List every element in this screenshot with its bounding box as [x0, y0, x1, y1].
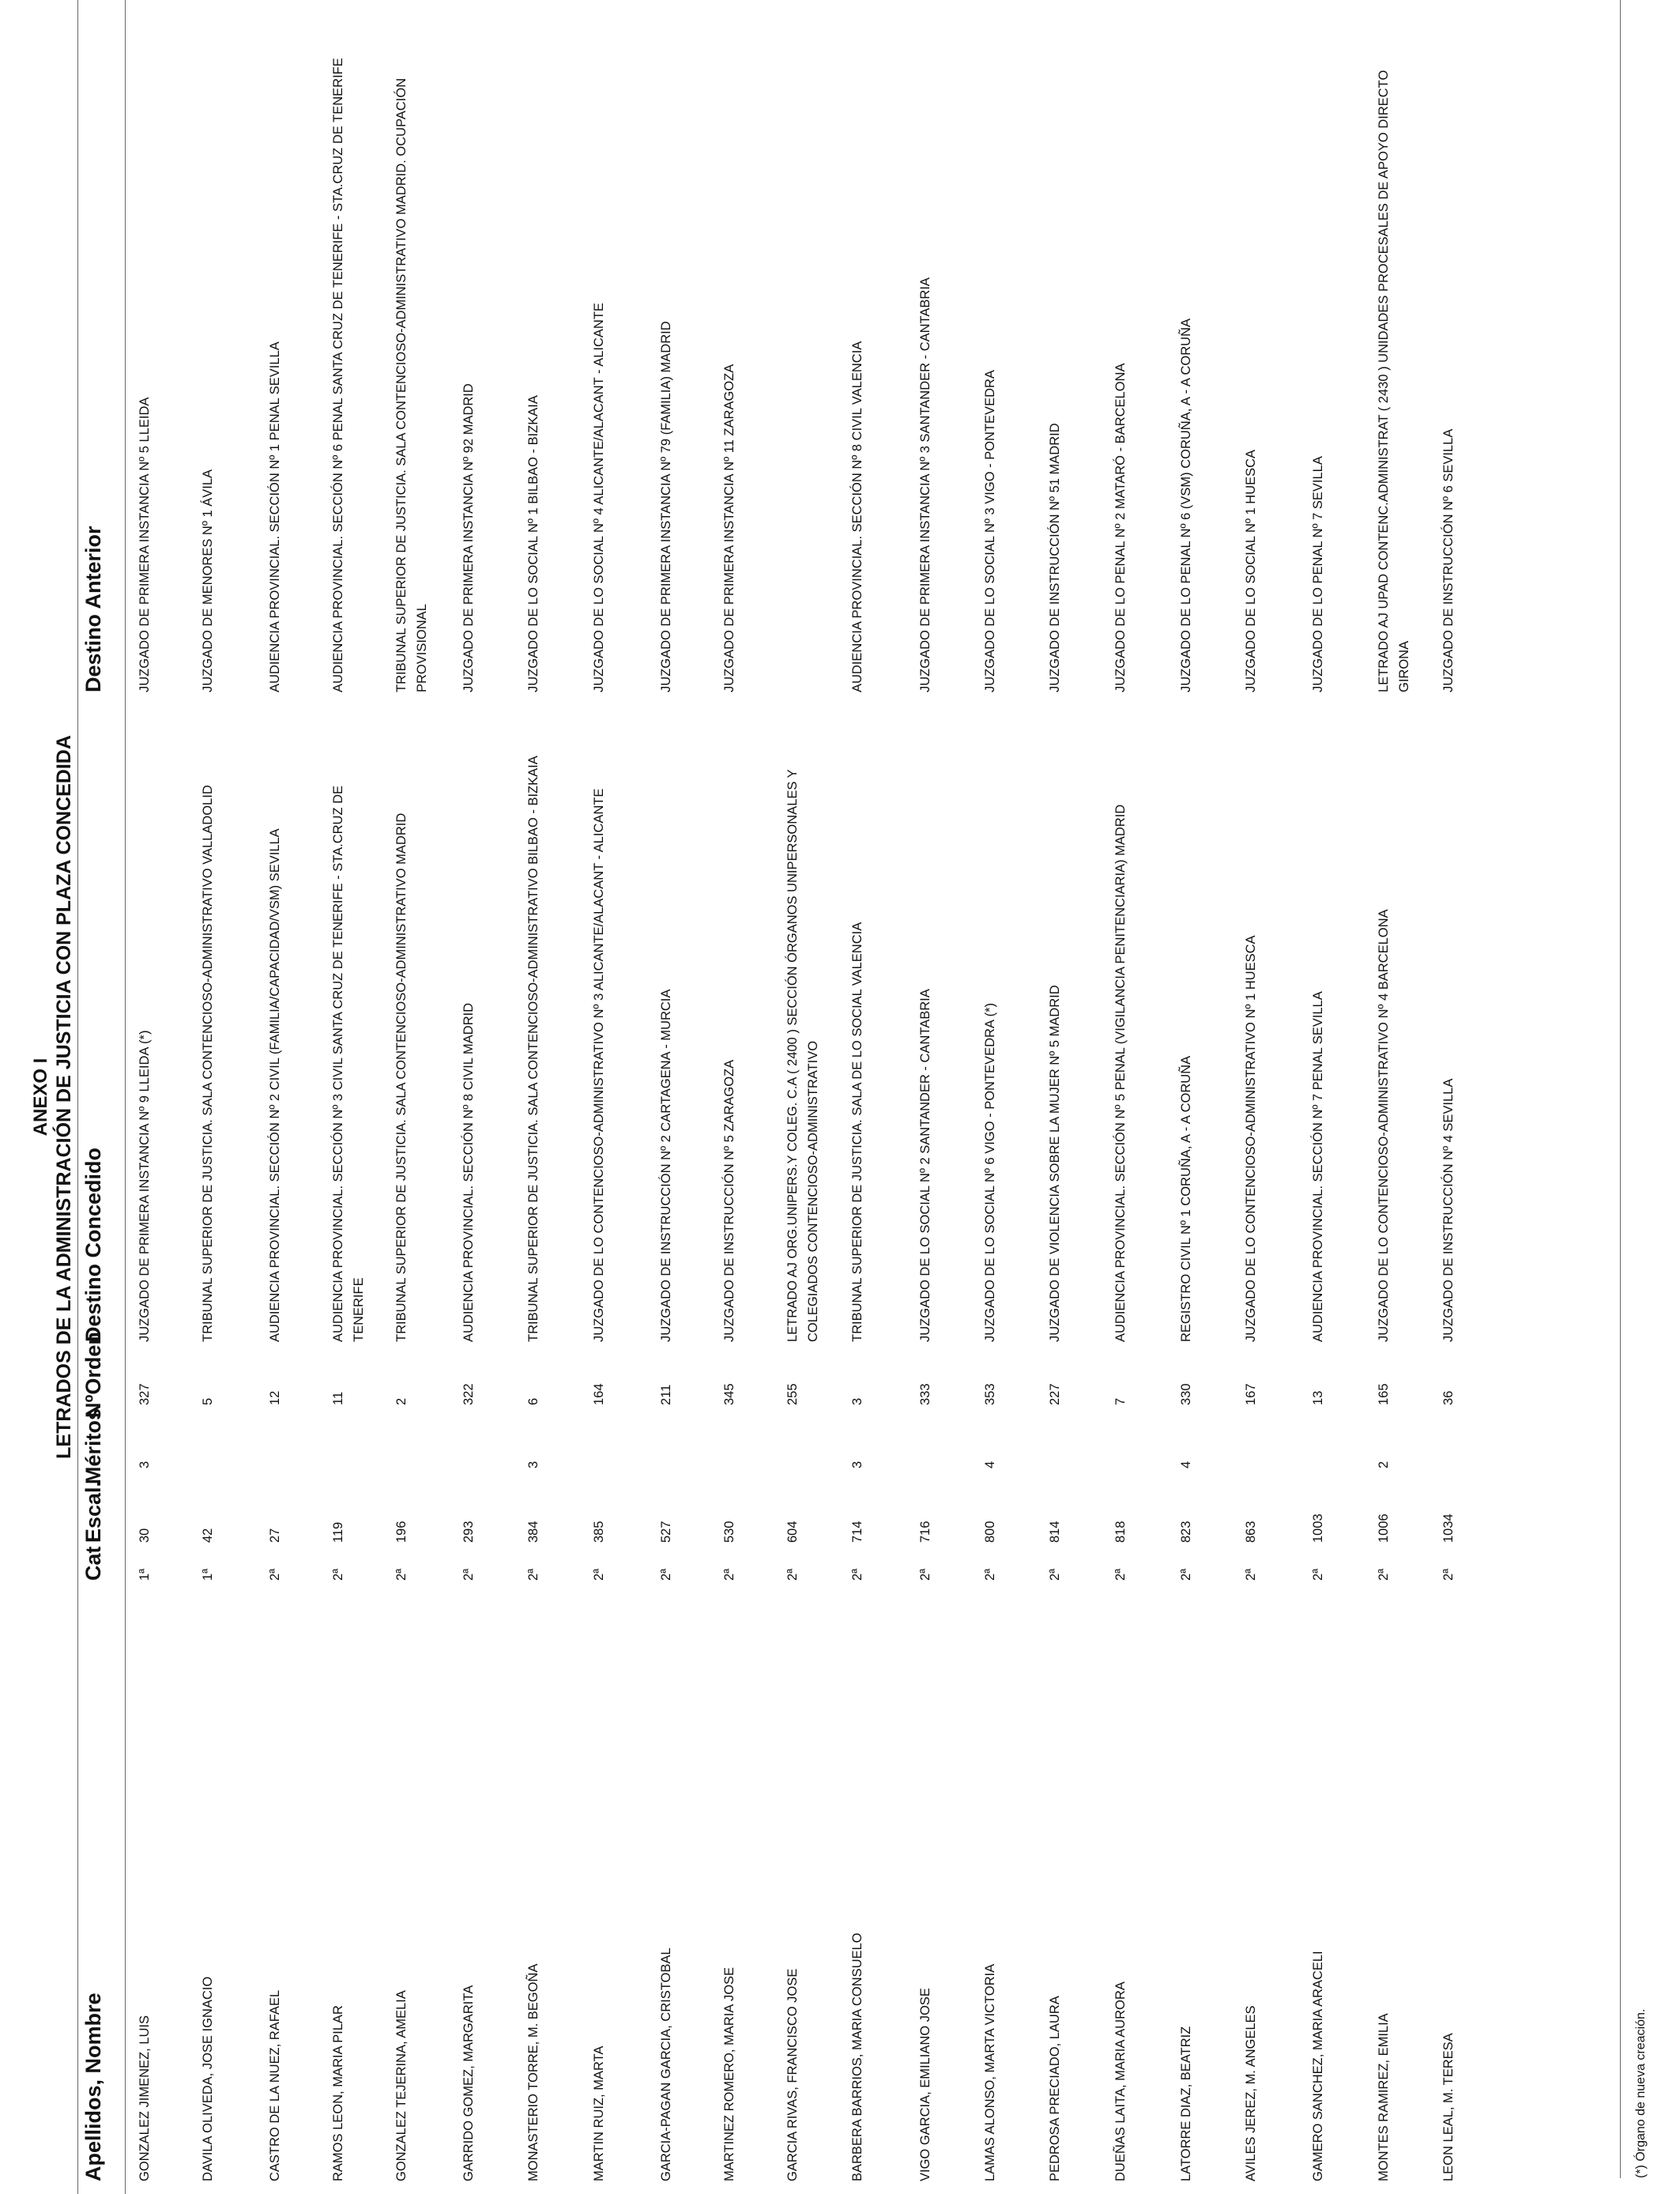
- cell-destino: JUZGADO DE LO CONTENCIOSO-ADMINISTRATIVO Nº 4 BARCELONA: [1377, 909, 1391, 1342]
- cell-orden: 6: [526, 1397, 541, 1405]
- cell-destino: JUZGADO DE INSTRUCCIÓN Nº 4 SEVILLA: [1441, 1078, 1456, 1342]
- cell-escal: 823: [1179, 1521, 1193, 1543]
- cell-name: GARCIA-PAGAN GARCIA, CRISTOBAL: [659, 1947, 673, 2181]
- column-header-meritos: Méritos: [81, 1408, 105, 1484]
- table-header: [81, 0, 113, 2194]
- cell-name: LEON LEAL, M. TERESA: [1441, 2033, 1456, 2181]
- column-header-anterior: Destino Anterior: [81, 526, 105, 692]
- cell-orden: 165: [1377, 1383, 1391, 1405]
- cell-anterior: TRIBUNAL SUPERIOR DE JUSTICIA. SALA CONTENCIOSO-ADMINISTRATIVO MADRID. OCUPACIÓN PROVISIONAL: [394, 77, 429, 692]
- document-title: LETRADOS DE LA ADMINISTRACIÓN DE JUSTICIA CON PLAZA CONCEDIDA: [53, 735, 75, 1459]
- cell-anterior: JUZGADO DE LO SOCIAL Nº 1 HUESCA: [1244, 449, 1258, 692]
- cell-meritos: 4: [983, 1461, 997, 1468]
- cell-escal: 1034: [1441, 1514, 1456, 1543]
- cell-anterior: AUDIENCIA PROVINCIAL. SECCIÓN Nº 1 PENAL SEVILLA: [268, 341, 282, 692]
- cell-orden: 327: [137, 1383, 152, 1405]
- table-bottom-rule: [1620, 0, 1621, 2178]
- cell-cat: 2ª: [461, 1568, 476, 1581]
- cell-escal: 1006: [1377, 1514, 1391, 1543]
- column-header-destino: Destino Concedido: [81, 1147, 105, 1342]
- cell-orden: 164: [592, 1383, 606, 1405]
- cell-cat: 2ª: [1048, 1568, 1062, 1581]
- cell-cat: 2ª: [918, 1568, 932, 1581]
- annex-label: ANEXO I: [30, 1057, 51, 1137]
- cell-destino: AUDIENCIA PROVINCIAL. SECCIÓN Nº 3 CIVIL SANTA CRUZ DE TENERIFE - STA.CRUZ DE TENERIFE: [331, 785, 366, 1342]
- cell-orden: 3: [850, 1397, 864, 1405]
- cell-cat: 2ª: [592, 1568, 606, 1581]
- cell-destino: JUZGADO DE VIOLENCIA SOBRE LA MUJER Nº 5 MADRID: [1048, 985, 1062, 1342]
- cell-name: GARRIDO GOMEZ, MARGARITA: [461, 1985, 476, 2181]
- cell-name: MONASTERIO TORRE, M. BEGOÑA: [526, 1963, 541, 2181]
- cell-escal: 384: [526, 1521, 541, 1543]
- cell-destino: JUZGADO DE INSTRUCCIÓN Nº 2 CARTAGENA - MURCIA: [659, 989, 673, 1342]
- cell-name: LATORRE DIAZ, BEATRIZ: [1179, 2026, 1193, 2181]
- cell-escal: 604: [785, 1521, 800, 1543]
- cell-anterior: JUZGADO DE PRIMERA INSTANCIA Nº 92 MADRID: [461, 383, 476, 692]
- cell-escal: 385: [592, 1521, 606, 1543]
- cell-destino: REGISTRO CIVIL Nº 1 CORUÑA, A - A CORUÑA: [1179, 1055, 1193, 1342]
- cell-cat: 1ª: [201, 1568, 215, 1581]
- column-header-name: Apellidos, Nombre: [81, 1992, 105, 2181]
- cell-destino: AUDIENCIA PROVINCIAL. SECCIÓN Nº 7 PENAL SEVILLA: [1311, 991, 1325, 1342]
- cell-cat: 2ª: [1244, 1568, 1258, 1581]
- cell-escal: 818: [1113, 1521, 1128, 1543]
- cell-orden: 2: [394, 1397, 409, 1405]
- cell-escal: 42: [201, 1528, 215, 1543]
- cell-escal: 293: [461, 1521, 476, 1543]
- cell-destino: JUZGADO DE LO SOCIAL Nº 2 SANTANDER - CANTABRIA: [918, 989, 932, 1342]
- cell-cat: 2ª: [1311, 1568, 1325, 1581]
- cell-anterior: JUZGADO DE PRIMERA INSTANCIA Nº 3 SANTANDER - CANTABRIA: [918, 277, 932, 692]
- column-header-escal: Escal.: [81, 1480, 105, 1543]
- cell-name: VIGO GARCIA, EMILIANO JOSE: [918, 1988, 932, 2181]
- header-top-rule: [77, 0, 78, 2194]
- cell-name: DAVILA OLIVEDA, JOSE IGNACIO: [201, 1976, 215, 2181]
- cell-cat: 2ª: [1113, 1568, 1128, 1581]
- cell-orden: 12: [268, 1390, 282, 1405]
- cell-anterior: JUZGADO DE MENORES Nº 1 ÁVILA: [201, 469, 215, 692]
- cell-name: CASTRO DE LA NUEZ, RAFAEL: [268, 1989, 282, 2181]
- cell-cat: 2ª: [394, 1568, 409, 1581]
- cell-orden: 5: [201, 1397, 215, 1405]
- cell-orden: 227: [1048, 1383, 1062, 1405]
- cell-destino: TRIBUNAL SUPERIOR DE JUSTICIA. SALA CONTENCIOSO-ADMINISTRATIVO VALLADOLID: [201, 785, 215, 1342]
- cell-anterior: JUZGADO DE LO SOCIAL Nº 4 ALICANTE/ALACANT - ALICANTE: [592, 303, 606, 692]
- cell-orden: 11: [331, 1391, 345, 1405]
- column-header-orden: NºOrden: [81, 1332, 105, 1418]
- cell-escal: 1003: [1311, 1514, 1325, 1543]
- cell-cat: 2ª: [1377, 1568, 1391, 1581]
- cell-destino: JUZGADO DE LO CONTENCIOSO-ADMINISTRATIVO Nº 1 HUESCA: [1244, 935, 1258, 1342]
- cell-escal: 196: [394, 1521, 409, 1543]
- cell-orden: 255: [785, 1383, 800, 1405]
- cell-orden: 7: [1113, 1397, 1128, 1405]
- cell-anterior: JUZGADO DE PRIMERA INSTANCIA Nº 5 LLEIDA: [137, 397, 152, 692]
- cell-orden: 345: [722, 1383, 736, 1405]
- cell-anterior: JUZGADO DE INSTRUCCIÓN Nº 6 SEVILLA: [1441, 428, 1456, 692]
- cell-name: GONZALEZ JIMENEZ, LUIS: [137, 2015, 152, 2181]
- cell-orden: 330: [1179, 1383, 1193, 1405]
- cell-anterior: JUZGADO DE LO SOCIAL Nº 3 VIGO - PONTEVEDRA: [983, 370, 997, 692]
- cell-orden: 322: [461, 1383, 476, 1405]
- cell-escal: 27: [268, 1528, 282, 1543]
- cell-escal: 716: [918, 1521, 932, 1543]
- cell-cat: 2ª: [526, 1568, 541, 1581]
- document-header: [30, 0, 76, 2194]
- cell-meritos: 4: [1179, 1461, 1193, 1468]
- cell-anterior: JUZGADO DE LO PENAL Nº 2 MATARÓ - BARCELONA: [1113, 363, 1128, 692]
- cell-cat: 2ª: [983, 1568, 997, 1581]
- cell-escal: 863: [1244, 1521, 1258, 1543]
- cell-orden: 353: [983, 1383, 997, 1405]
- cell-name: GONZALEZ TEJERINA, AMELIA: [394, 1990, 409, 2181]
- column-header-cat: Cat: [81, 1546, 105, 1581]
- cell-name: BARBERA BARRIOS, MARIA CONSUELO: [850, 1932, 864, 2181]
- cell-cat: 2ª: [1441, 1568, 1456, 1581]
- cell-cat: 2ª: [722, 1568, 736, 1581]
- cell-anterior: JUZGADO DE LO SOCIAL Nº 1 BILBAO - BIZKAIA: [526, 395, 541, 692]
- cell-cat: 2ª: [659, 1568, 673, 1581]
- cell-meritos: 3: [850, 1461, 864, 1468]
- cell-anterior: AUDIENCIA PROVINCIAL. SECCIÓN Nº 8 CIVIL VALENCIA: [850, 341, 864, 692]
- cell-cat: 2ª: [268, 1568, 282, 1581]
- cell-name: MONTES RAMIREZ, EMILIA: [1377, 2013, 1391, 2181]
- cell-name: GAMERO SANCHEZ, MARIA ARACELI: [1311, 1951, 1325, 2181]
- cell-destino: TRIBUNAL SUPERIOR DE JUSTICIA. SALA CONTENCIOSO-ADMINISTRATIVO MADRID: [394, 812, 409, 1342]
- cell-name: GARCIA RIVAS, FRANCISCO JOSE: [785, 1968, 800, 2181]
- cell-cat: 2ª: [1179, 1568, 1193, 1581]
- cell-name: PEDROSA PRECIADO, LAURA: [1048, 1996, 1062, 2181]
- cell-anterior: JUZGADO DE PRIMERA INSTANCIA Nº 11 ZARAGOZA: [722, 364, 736, 692]
- cell-destino: AUDIENCIA PROVINCIAL. SECCIÓN Nº 8 CIVIL MADRID: [461, 1003, 476, 1342]
- cell-destino: JUZGADO DE LO CONTENCIOSO-ADMINISTRATIVO Nº 3 ALICANTE/ALACANT - ALICANTE: [592, 788, 606, 1342]
- cell-orden: 13: [1311, 1390, 1325, 1405]
- header-bottom-rule: [125, 0, 126, 2194]
- cell-cat: 2ª: [850, 1568, 864, 1581]
- cell-escal: 119: [331, 1521, 345, 1543]
- cell-destino: JUZGADO DE PRIMERA INSTANCIA Nº 9 LLEIDA (*): [137, 1030, 152, 1342]
- cell-escal: 814: [1048, 1521, 1062, 1543]
- cell-orden: 36: [1441, 1390, 1456, 1405]
- cell-name: RAMOS LEON, MARIA PILAR: [331, 2005, 345, 2181]
- cell-destino: JUZGADO DE INSTRUCCIÓN Nº 5 ZARAGOZA: [722, 1059, 736, 1342]
- cell-name: DUEÑAS LAITA, MARIA AURORA: [1113, 1981, 1128, 2181]
- cell-anterior: JUZGADO DE PRIMERA INSTANCIA Nº 79 (FAMILIA) MADRID: [659, 321, 673, 692]
- cell-destino: LETRADO AJ ORG.UNIPERS.Y COLEG. C.A ( 2400 ) SECCIÓN ÓRGANOS UNIPERSONALES Y COLEGIADOS CONTENCIOSO-ADMINISTRATIVO: [785, 769, 820, 1342]
- cell-escal: 30: [137, 1528, 152, 1543]
- cell-meritos: 2: [1377, 1461, 1391, 1468]
- cell-anterior: LETRADO AJ UPAD CONTENC.ADMINISTRAT ( 2430 ) UNIDADES PROCESALES DE APOYO DIRECTO GIRONA: [1377, 70, 1411, 692]
- cell-destino: TRIBUNAL SUPERIOR DE JUSTICIA. SALA DE LO SOCIAL VALENCIA: [850, 922, 864, 1342]
- cell-escal: 530: [722, 1521, 736, 1543]
- cell-cat: 1ª: [137, 1568, 152, 1581]
- cell-name: AVILES JEREZ, M. ANGELES: [1244, 2005, 1258, 2181]
- footnote: (*) Órgano de nueva creación.: [1634, 2008, 1648, 2178]
- cell-orden: 333: [918, 1383, 932, 1405]
- cell-name: MARTINEZ ROMERO, MARIA JOSE: [722, 1966, 736, 2181]
- cell-escal: 527: [659, 1521, 673, 1543]
- cell-destino: AUDIENCIA PROVINCIAL. SECCIÓN Nº 2 CIVIL (FAMILIA/CAPACIDAD/VSM) SEVILLA: [268, 828, 282, 1342]
- cell-destino: AUDIENCIA PROVINCIAL. SECCIÓN Nº 5 PENAL (VIGILANCIA PENITENCIARIA) MADRID: [1113, 804, 1128, 1342]
- cell-escal: 714: [850, 1521, 864, 1543]
- cell-meritos: 3: [137, 1461, 152, 1468]
- cell-meritos: 3: [526, 1461, 541, 1468]
- cell-escal: 800: [983, 1521, 997, 1543]
- cell-cat: 2ª: [785, 1568, 800, 1581]
- cell-anterior: JUZGADO DE LO PENAL Nº 7 SEVILLA: [1311, 456, 1325, 692]
- cell-anterior: JUZGADO DE INSTRUCCIÓN Nº 51 MADRID: [1048, 423, 1062, 692]
- cell-cat: 2ª: [331, 1568, 345, 1581]
- cell-orden: 211: [659, 1384, 673, 1405]
- cell-anterior: AUDIENCIA PROVINCIAL. SECCIÓN Nº 6 PENAL SANTA CRUZ DE TENERIFE - STA.CRUZ DE TENERIFE: [331, 58, 345, 692]
- cell-destino: TRIBUNAL SUPERIOR DE JUSTICIA. SALA CONTENCIOSO-ADMINISTRATIVO BILBAO - BIZKAIA: [526, 756, 541, 1342]
- cell-destino: JUZGADO DE LO SOCIAL Nº 6 VIGO - PONTEVEDRA (*): [983, 1003, 997, 1342]
- cell-name: MARTIN RUIZ, MARTA: [592, 2045, 606, 2181]
- cell-anterior: JUZGADO DE LO PENAL Nº 6 (VSM) CORUÑA, A - A CORUÑA: [1179, 318, 1193, 692]
- cell-name: LAMAS ALONSO, MARTA VICTORIA: [983, 1963, 997, 2181]
- cell-orden: 167: [1244, 1383, 1258, 1405]
